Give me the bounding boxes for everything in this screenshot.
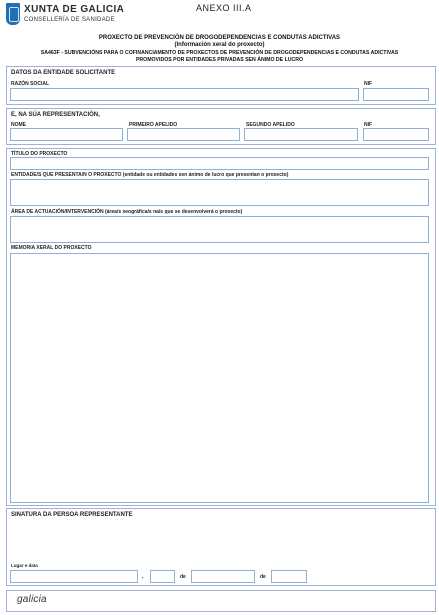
of-separator-1: de [180,574,186,580]
project-area-field[interactable] [10,216,429,243]
project-title-label: TÍTULO DO PROXECTO [11,151,68,157]
project-area-label: ÁREA DE ACTUACIÓN/INTERVENCIÓN (área/s xeográfica/s na/s que se desenvolverá o proxecto) [11,209,243,215]
project-entities-field[interactable] [10,179,429,206]
rep-first-surname-field[interactable] [127,128,240,141]
department-name: CONSELLERÍA DE SANIDADE [24,17,115,23]
entity-name-label: RAZÓN SOCIAL [11,81,50,87]
rep-nif-label: NIF [364,122,373,128]
annex-label: ANEXO III.A [196,3,252,13]
project-entities-label: ENTIDADE/S QUE PRESENTA/N O PROXECTO (entidade ou entidades sen ánimo de lucro que presentan o proxecto) [11,172,289,178]
month-field[interactable] [191,570,255,583]
rep-name-label: NOME [11,122,26,128]
form-title: PROXECTO DE PREVENCIÓN DE DROGODEPENDENCIAS E CONDUTAS ADICTIVAS [98,35,341,41]
form-subtitle: (Información xeral do proxecto) [174,42,265,48]
entity-section-title: DATOS DA ENTIDADE SOLICITANTE [11,70,116,76]
project-memory-field[interactable] [10,253,429,503]
of-separator-2: de [260,574,266,580]
project-section [6,148,436,506]
rep-first-surname-label: PRIMEIRO APELIDO [129,122,178,128]
entity-nif-label: NIF [364,81,373,87]
year-field[interactable] [271,570,307,583]
representative-section-title: E, NA SÚA REPRESENTACIÓN, [11,112,100,118]
xunta-logo [6,3,136,29]
org-name: XUNTA DE GALICIA [24,4,125,15]
galicia-shield-icon [6,3,20,25]
place-date-label: Lugar e data [11,563,38,568]
project-title-field[interactable] [10,157,429,170]
signature-section-title: SINATURA DA PERSOA REPRESENTANTE [11,512,133,518]
entity-section [6,66,436,105]
signature-section [6,508,436,586]
rep-second-surname-field[interactable] [244,128,358,141]
footer [6,590,436,612]
comma-separator: , [142,574,144,580]
entity-nif-field[interactable] [363,88,429,101]
procedure-line-1: SA463F - SUBVENCIÓNS PARA O COFINANCIAMENTO DE PROXECTOS DE PREVENCIÓN DE DROGODEPENDENCIAS E CONDUTAS ADICTIVAS [40,50,399,56]
project-memory-label: MEMORIA XERAL DO PROXECTO [11,245,92,251]
rep-second-surname-label: SEGUNDO APELIDO [246,122,295,128]
entity-name-field[interactable] [10,88,359,101]
representative-section [6,108,436,145]
place-field[interactable] [10,570,138,583]
procedure-line-2: PROMOVIDOS POR ENTIDADES PRIVADAS SEN ÁNIMO DE LUCRO [135,57,304,63]
rep-nif-field[interactable] [363,128,429,141]
day-field[interactable] [150,570,175,583]
rep-name-field[interactable] [10,128,123,141]
galicia-logo: galicia [17,594,47,605]
